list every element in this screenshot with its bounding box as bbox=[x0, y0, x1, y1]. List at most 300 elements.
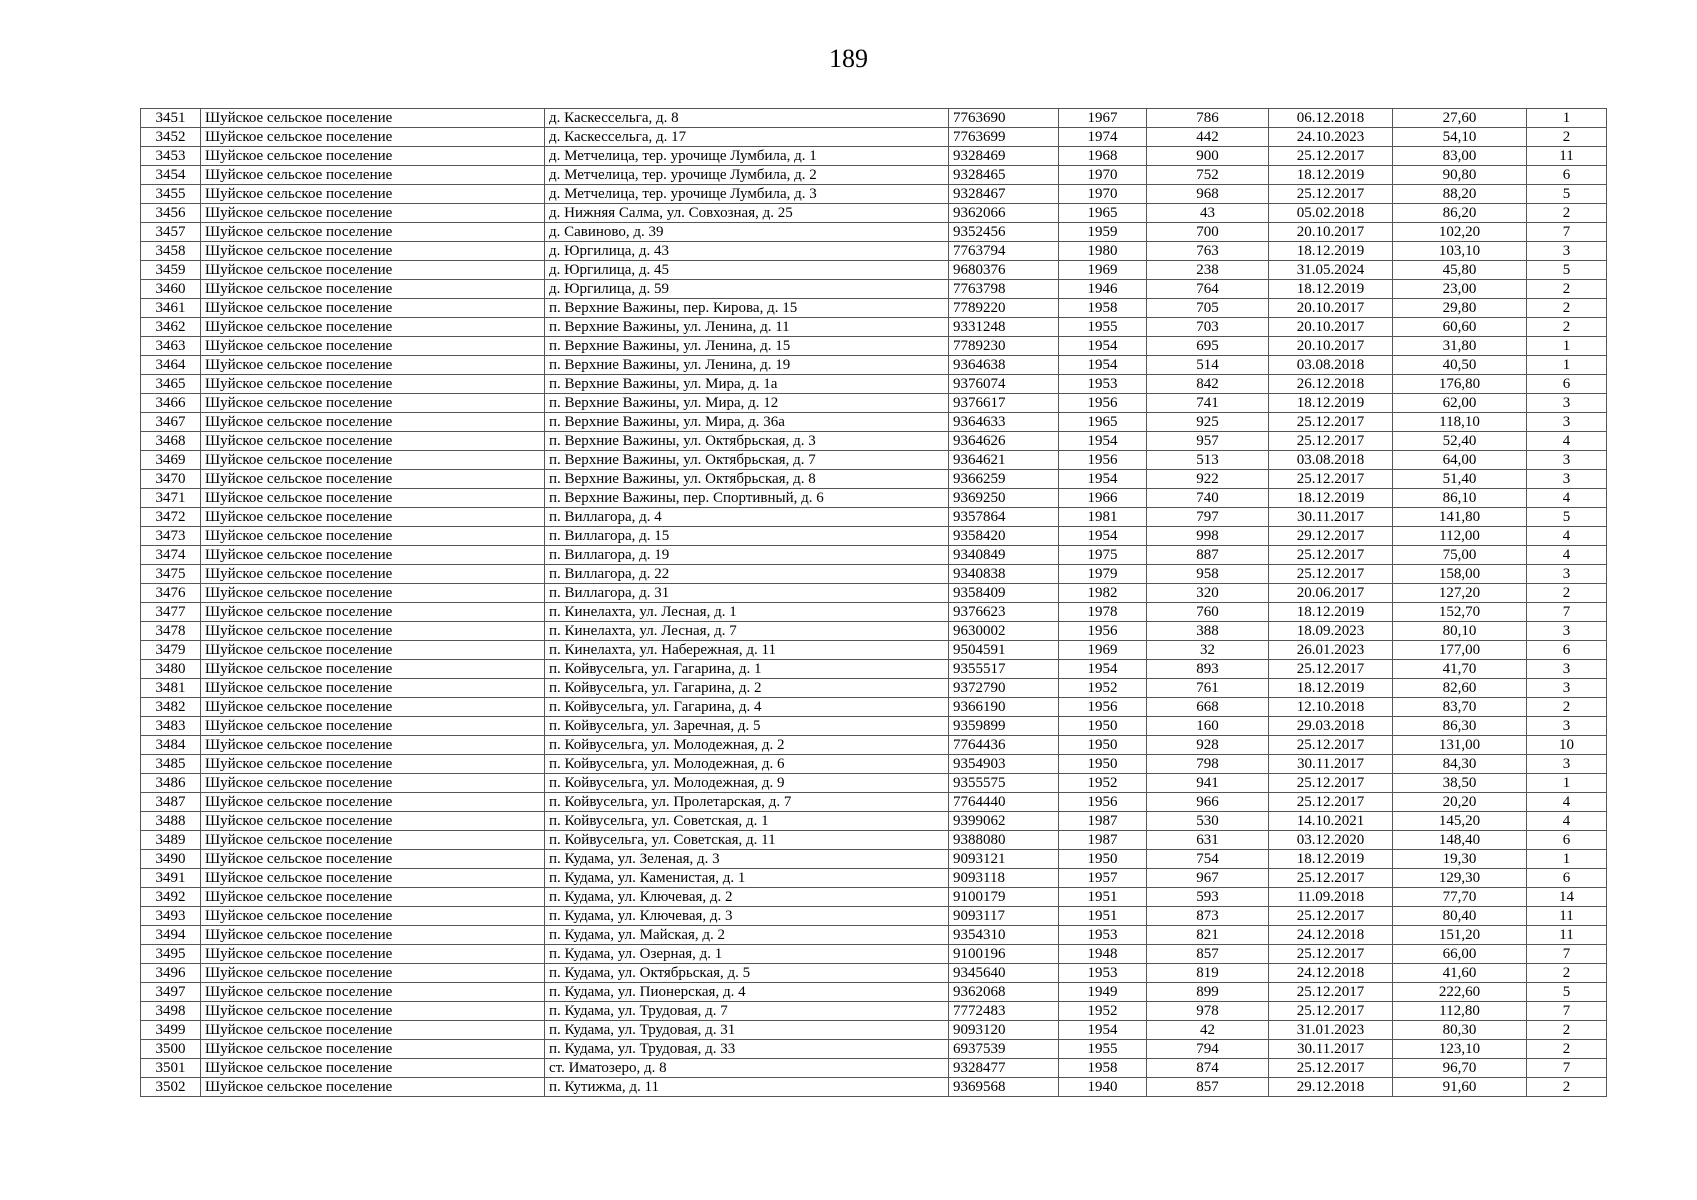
cell-settlement: Шуйское сельское поселение bbox=[201, 755, 545, 774]
table-row bbox=[141, 394, 1607, 413]
cell-record-number: 922 bbox=[1147, 470, 1269, 489]
cell-address: п. Кудама, ул. Октябрьская, д. 5 bbox=[545, 964, 949, 983]
cell-year: 1955 bbox=[1059, 318, 1147, 337]
cell-count: 6 bbox=[1527, 641, 1607, 660]
table-row bbox=[141, 888, 1607, 907]
cell-year: 1982 bbox=[1059, 584, 1147, 603]
cell-address: д. Каскессельга, д. 17 bbox=[545, 128, 949, 147]
table-row bbox=[141, 470, 1607, 489]
cell-year: 1954 bbox=[1059, 356, 1147, 375]
cell-count: 3 bbox=[1527, 717, 1607, 736]
cell-address: п. Койвусельга, ул. Заречная, д. 5 bbox=[545, 717, 949, 736]
cell-settlement: Шуйское сельское поселение bbox=[201, 812, 545, 831]
cell-record-number: 887 bbox=[1147, 546, 1269, 565]
cell-address: д. Метчелица, тер. урочище Лумбила, д. 2 bbox=[545, 166, 949, 185]
cell-year: 1954 bbox=[1059, 337, 1147, 356]
cell-year: 1958 bbox=[1059, 1059, 1147, 1078]
cell-year: 1980 bbox=[1059, 242, 1147, 261]
cell-address: п. Кинелахта, ул. Набережная, д. 11 bbox=[545, 641, 949, 660]
cell-area: 66,00 bbox=[1393, 945, 1527, 964]
cell-record-number: 763 bbox=[1147, 242, 1269, 261]
cell-number: 3477 bbox=[141, 603, 201, 622]
cell-number: 3457 bbox=[141, 223, 201, 242]
cell-date: 25.12.2017 bbox=[1269, 983, 1393, 1002]
cell-record-number: 873 bbox=[1147, 907, 1269, 926]
cell-year: 1970 bbox=[1059, 185, 1147, 204]
table-row bbox=[141, 869, 1607, 888]
cell-address: п. Кудама, ул. Майская, д. 2 bbox=[545, 926, 949, 945]
cell-number: 3496 bbox=[141, 964, 201, 983]
cell-year: 1975 bbox=[1059, 546, 1147, 565]
cell-date: 31.01.2023 bbox=[1269, 1021, 1393, 1040]
cell-year: 1951 bbox=[1059, 907, 1147, 926]
table-row bbox=[141, 964, 1607, 983]
cell-count: 4 bbox=[1527, 812, 1607, 831]
cell-settlement: Шуйское сельское поселение bbox=[201, 1059, 545, 1078]
cell-code: 9630002 bbox=[949, 622, 1059, 641]
cell-settlement: Шуйское сельское поселение bbox=[201, 394, 545, 413]
cell-address: п. Верхние Важины, пер. Спортивный, д. 6 bbox=[545, 489, 949, 508]
cell-address: ст. Иматозеро, д. 8 bbox=[545, 1059, 949, 1078]
cell-year: 1956 bbox=[1059, 793, 1147, 812]
cell-count: 3 bbox=[1527, 451, 1607, 470]
cell-area: 83,00 bbox=[1393, 147, 1527, 166]
cell-area: 54,10 bbox=[1393, 128, 1527, 147]
cell-number: 3489 bbox=[141, 831, 201, 850]
cell-settlement: Шуйское сельское поселение bbox=[201, 1078, 545, 1097]
cell-address: п. Койвусельга, ул. Гагарина, д. 2 bbox=[545, 679, 949, 698]
cell-code: 9093118 bbox=[949, 869, 1059, 888]
table-row bbox=[141, 584, 1607, 603]
table-row bbox=[141, 698, 1607, 717]
cell-settlement: Шуйское сельское поселение bbox=[201, 280, 545, 299]
cell-date: 25.12.2017 bbox=[1269, 736, 1393, 755]
cell-settlement: Шуйское сельское поселение bbox=[201, 166, 545, 185]
table-row bbox=[141, 774, 1607, 793]
cell-address: п. Койвусельга, ул. Пролетарская, д. 7 bbox=[545, 793, 949, 812]
cell-address: д. Юргилица, д. 59 bbox=[545, 280, 949, 299]
cell-code: 9362068 bbox=[949, 983, 1059, 1002]
cell-record-number: 786 bbox=[1147, 109, 1269, 128]
cell-area: 151,20 bbox=[1393, 926, 1527, 945]
cell-address: п. Виллагора, д. 31 bbox=[545, 584, 949, 603]
cell-area: 129,30 bbox=[1393, 869, 1527, 888]
cell-number: 3471 bbox=[141, 489, 201, 508]
cell-area: 23,00 bbox=[1393, 280, 1527, 299]
cell-address: п. Виллагора, д. 15 bbox=[545, 527, 949, 546]
cell-date: 25.12.2017 bbox=[1269, 907, 1393, 926]
table-row bbox=[141, 983, 1607, 1002]
table-row bbox=[141, 850, 1607, 869]
cell-record-number: 857 bbox=[1147, 1078, 1269, 1097]
cell-number: 3482 bbox=[141, 698, 201, 717]
cell-area: 29,80 bbox=[1393, 299, 1527, 318]
cell-settlement: Шуйское сельское поселение bbox=[201, 622, 545, 641]
table-row bbox=[141, 622, 1607, 641]
cell-code: 9328477 bbox=[949, 1059, 1059, 1078]
cell-settlement: Шуйское сельское поселение bbox=[201, 356, 545, 375]
cell-number: 3470 bbox=[141, 470, 201, 489]
cell-number: 3459 bbox=[141, 261, 201, 280]
cell-count: 4 bbox=[1527, 546, 1607, 565]
cell-number: 3490 bbox=[141, 850, 201, 869]
cell-settlement: Шуйское сельское поселение bbox=[201, 413, 545, 432]
table-row bbox=[141, 679, 1607, 698]
cell-number: 3493 bbox=[141, 907, 201, 926]
cell-number: 3494 bbox=[141, 926, 201, 945]
cell-settlement: Шуйское сельское поселение bbox=[201, 432, 545, 451]
cell-record-number: 957 bbox=[1147, 432, 1269, 451]
table-row bbox=[141, 717, 1607, 736]
cell-code: 9388080 bbox=[949, 831, 1059, 850]
cell-year: 1949 bbox=[1059, 983, 1147, 1002]
cell-area: 51,40 bbox=[1393, 470, 1527, 489]
table-row bbox=[141, 660, 1607, 679]
cell-area: 102,20 bbox=[1393, 223, 1527, 242]
cell-record-number: 925 bbox=[1147, 413, 1269, 432]
cell-year: 1981 bbox=[1059, 508, 1147, 527]
cell-code: 9680376 bbox=[949, 261, 1059, 280]
cell-count: 6 bbox=[1527, 166, 1607, 185]
table-row bbox=[141, 356, 1607, 375]
cell-area: 75,00 bbox=[1393, 546, 1527, 565]
cell-record-number: 798 bbox=[1147, 755, 1269, 774]
cell-address: п. Кудама, ул. Ключевая, д. 2 bbox=[545, 888, 949, 907]
cell-date: 18.12.2019 bbox=[1269, 679, 1393, 698]
cell-address: п. Кинелахта, ул. Лесная, д. 7 bbox=[545, 622, 949, 641]
cell-number: 3498 bbox=[141, 1002, 201, 1021]
cell-record-number: 968 bbox=[1147, 185, 1269, 204]
cell-code: 9328465 bbox=[949, 166, 1059, 185]
cell-settlement: Шуйское сельское поселение bbox=[201, 546, 545, 565]
cell-code: 7789220 bbox=[949, 299, 1059, 318]
cell-code: 9369568 bbox=[949, 1078, 1059, 1097]
cell-number: 3483 bbox=[141, 717, 201, 736]
cell-count: 2 bbox=[1527, 964, 1607, 983]
cell-number: 3481 bbox=[141, 679, 201, 698]
cell-address: д. Метчелица, тер. урочище Лумбила, д. 3 bbox=[545, 185, 949, 204]
cell-settlement: Шуйское сельское поселение bbox=[201, 850, 545, 869]
cell-date: 20.10.2017 bbox=[1269, 223, 1393, 242]
table-row bbox=[141, 451, 1607, 470]
cell-address: п. Кудама, ул. Каменистая, д. 1 bbox=[545, 869, 949, 888]
cell-date: 25.12.2017 bbox=[1269, 185, 1393, 204]
table-row bbox=[141, 318, 1607, 337]
cell-number: 3467 bbox=[141, 413, 201, 432]
cell-number: 3451 bbox=[141, 109, 201, 128]
cell-code: 7772483 bbox=[949, 1002, 1059, 1021]
cell-year: 1948 bbox=[1059, 945, 1147, 964]
cell-settlement: Шуйское сельское поселение bbox=[201, 679, 545, 698]
cell-area: 141,80 bbox=[1393, 508, 1527, 527]
cell-count: 11 bbox=[1527, 147, 1607, 166]
cell-date: 25.12.2017 bbox=[1269, 546, 1393, 565]
cell-count: 2 bbox=[1527, 128, 1607, 147]
cell-date: 25.12.2017 bbox=[1269, 869, 1393, 888]
cell-area: 86,30 bbox=[1393, 717, 1527, 736]
cell-record-number: 754 bbox=[1147, 850, 1269, 869]
cell-area: 96,70 bbox=[1393, 1059, 1527, 1078]
cell-settlement: Шуйское сельское поселение bbox=[201, 242, 545, 261]
cell-area: 127,20 bbox=[1393, 584, 1527, 603]
cell-address: п. Койвусельга, ул. Советская, д. 11 bbox=[545, 831, 949, 850]
cell-address: д. Нижняя Салма, ул. Совхозная, д. 25 bbox=[545, 204, 949, 223]
cell-number: 3463 bbox=[141, 337, 201, 356]
table-row bbox=[141, 147, 1607, 166]
table-row bbox=[141, 812, 1607, 831]
cell-number: 3501 bbox=[141, 1059, 201, 1078]
table-row bbox=[141, 128, 1607, 147]
cell-date: 25.12.2017 bbox=[1269, 945, 1393, 964]
cell-record-number: 998 bbox=[1147, 527, 1269, 546]
cell-date: 26.01.2023 bbox=[1269, 641, 1393, 660]
cell-year: 1954 bbox=[1059, 1021, 1147, 1040]
cell-date: 05.02.2018 bbox=[1269, 204, 1393, 223]
cell-record-number: 967 bbox=[1147, 869, 1269, 888]
cell-settlement: Шуйское сельское поселение bbox=[201, 907, 545, 926]
cell-date: 20.06.2017 bbox=[1269, 584, 1393, 603]
table-row bbox=[141, 204, 1607, 223]
cell-code: 9355575 bbox=[949, 774, 1059, 793]
cell-number: 3454 bbox=[141, 166, 201, 185]
cell-number: 3487 bbox=[141, 793, 201, 812]
cell-year: 1952 bbox=[1059, 679, 1147, 698]
cell-address: п. Койвусельга, ул. Советская, д. 1 bbox=[545, 812, 949, 831]
cell-date: 18.12.2019 bbox=[1269, 603, 1393, 622]
cell-code: 9376623 bbox=[949, 603, 1059, 622]
table-row bbox=[141, 831, 1607, 850]
cell-address: п. Кудама, ул. Озерная, д. 1 bbox=[545, 945, 949, 964]
table-row bbox=[141, 375, 1607, 394]
cell-address: д. Метчелица, тер. урочище Лумбила, д. 1 bbox=[545, 147, 949, 166]
cell-date: 20.10.2017 bbox=[1269, 318, 1393, 337]
table-row bbox=[141, 641, 1607, 660]
cell-date: 18.12.2019 bbox=[1269, 489, 1393, 508]
table-row bbox=[141, 185, 1607, 204]
cell-year: 1956 bbox=[1059, 394, 1147, 413]
cell-count: 2 bbox=[1527, 1040, 1607, 1059]
cell-year: 1954 bbox=[1059, 432, 1147, 451]
cell-area: 80,40 bbox=[1393, 907, 1527, 926]
cell-date: 25.12.2017 bbox=[1269, 1059, 1393, 1078]
cell-settlement: Шуйское сельское поселение bbox=[201, 888, 545, 907]
cell-record-number: 43 bbox=[1147, 204, 1269, 223]
cell-date: 25.12.2017 bbox=[1269, 1002, 1393, 1021]
cell-count: 3 bbox=[1527, 755, 1607, 774]
cell-record-number: 320 bbox=[1147, 584, 1269, 603]
cell-area: 77,70 bbox=[1393, 888, 1527, 907]
cell-code: 9358420 bbox=[949, 527, 1059, 546]
cell-address: п. Верхние Важины, ул. Ленина, д. 19 bbox=[545, 356, 949, 375]
cell-number: 3491 bbox=[141, 869, 201, 888]
cell-record-number: 978 bbox=[1147, 1002, 1269, 1021]
cell-code: 9355517 bbox=[949, 660, 1059, 679]
cell-year: 1978 bbox=[1059, 603, 1147, 622]
cell-record-number: 705 bbox=[1147, 299, 1269, 318]
cell-settlement: Шуйское сельское поселение bbox=[201, 1002, 545, 1021]
cell-count: 6 bbox=[1527, 375, 1607, 394]
cell-settlement: Шуйское сельское поселение bbox=[201, 147, 545, 166]
cell-code: 7789230 bbox=[949, 337, 1059, 356]
cell-address: п. Кудама, ул. Трудовая, д. 7 bbox=[545, 1002, 949, 1021]
cell-year: 1969 bbox=[1059, 261, 1147, 280]
table-row bbox=[141, 603, 1607, 622]
cell-date: 18.12.2019 bbox=[1269, 166, 1393, 185]
cell-number: 3458 bbox=[141, 242, 201, 261]
cell-date: 25.12.2017 bbox=[1269, 147, 1393, 166]
cell-address: д. Юргилица, д. 43 bbox=[545, 242, 949, 261]
cell-area: 84,30 bbox=[1393, 755, 1527, 774]
cell-area: 118,10 bbox=[1393, 413, 1527, 432]
cell-date: 24.12.2018 bbox=[1269, 964, 1393, 983]
cell-count: 5 bbox=[1527, 508, 1607, 527]
cell-code: 9376617 bbox=[949, 394, 1059, 413]
cell-number: 3502 bbox=[141, 1078, 201, 1097]
table-row bbox=[141, 945, 1607, 964]
cell-settlement: Шуйское сельское поселение bbox=[201, 565, 545, 584]
cell-code: 6937539 bbox=[949, 1040, 1059, 1059]
cell-year: 1967 bbox=[1059, 109, 1147, 128]
cell-address: п. Кудама, ул. Трудовая, д. 33 bbox=[545, 1040, 949, 1059]
cell-address: п. Кудама, ул. Зеленая, д. 3 bbox=[545, 850, 949, 869]
cell-date: 25.12.2017 bbox=[1269, 793, 1393, 812]
cell-settlement: Шуйское сельское поселение bbox=[201, 945, 545, 964]
cell-area: 20,20 bbox=[1393, 793, 1527, 812]
cell-number: 3452 bbox=[141, 128, 201, 147]
cell-date: 12.10.2018 bbox=[1269, 698, 1393, 717]
cell-number: 3499 bbox=[141, 1021, 201, 1040]
cell-settlement: Шуйское сельское поселение bbox=[201, 983, 545, 1002]
cell-year: 1958 bbox=[1059, 299, 1147, 318]
cell-record-number: 668 bbox=[1147, 698, 1269, 717]
cell-code: 9328469 bbox=[949, 147, 1059, 166]
cell-number: 3492 bbox=[141, 888, 201, 907]
cell-number: 3461 bbox=[141, 299, 201, 318]
cell-area: 148,40 bbox=[1393, 831, 1527, 850]
cell-record-number: 928 bbox=[1147, 736, 1269, 755]
cell-settlement: Шуйское сельское поселение bbox=[201, 204, 545, 223]
cell-count: 4 bbox=[1527, 793, 1607, 812]
cell-settlement: Шуйское сельское поселение bbox=[201, 660, 545, 679]
cell-address: п. Виллагора, д. 22 bbox=[545, 565, 949, 584]
cell-record-number: 761 bbox=[1147, 679, 1269, 698]
cell-record-number: 530 bbox=[1147, 812, 1269, 831]
cell-code: 9340849 bbox=[949, 546, 1059, 565]
cell-settlement: Шуйское сельское поселение bbox=[201, 337, 545, 356]
cell-count: 4 bbox=[1527, 527, 1607, 546]
table-row bbox=[141, 261, 1607, 280]
cell-count: 1 bbox=[1527, 774, 1607, 793]
cell-record-number: 513 bbox=[1147, 451, 1269, 470]
cell-code: 9357864 bbox=[949, 508, 1059, 527]
cell-code: 9364638 bbox=[949, 356, 1059, 375]
cell-count: 1 bbox=[1527, 337, 1607, 356]
cell-code: 9504591 bbox=[949, 641, 1059, 660]
cell-number: 3465 bbox=[141, 375, 201, 394]
table-row bbox=[141, 1059, 1607, 1078]
cell-settlement: Шуйское сельское поселение bbox=[201, 793, 545, 812]
table-row bbox=[141, 432, 1607, 451]
cell-year: 1979 bbox=[1059, 565, 1147, 584]
cell-number: 3462 bbox=[141, 318, 201, 337]
cell-address: п. Койвусельга, ул. Молодежная, д. 9 bbox=[545, 774, 949, 793]
cell-record-number: 631 bbox=[1147, 831, 1269, 850]
cell-count: 2 bbox=[1527, 698, 1607, 717]
cell-code: 9376074 bbox=[949, 375, 1059, 394]
cell-address: п. Кудама, ул. Пионерская, д. 4 bbox=[545, 983, 949, 1002]
cell-record-number: 857 bbox=[1147, 945, 1269, 964]
cell-settlement: Шуйское сельское поселение bbox=[201, 375, 545, 394]
cell-date: 25.12.2017 bbox=[1269, 565, 1393, 584]
cell-number: 3475 bbox=[141, 565, 201, 584]
cell-area: 112,00 bbox=[1393, 527, 1527, 546]
cell-settlement: Шуйское сельское поселение bbox=[201, 451, 545, 470]
cell-address: п. Верхние Важины, ул. Мира, д. 36а bbox=[545, 413, 949, 432]
cell-area: 177,00 bbox=[1393, 641, 1527, 660]
cell-area: 80,30 bbox=[1393, 1021, 1527, 1040]
cell-number: 3460 bbox=[141, 280, 201, 299]
cell-address: п. Верхние Важины, пер. Кирова, д. 15 bbox=[545, 299, 949, 318]
cell-number: 3453 bbox=[141, 147, 201, 166]
cell-year: 1957 bbox=[1059, 869, 1147, 888]
cell-code: 9364626 bbox=[949, 432, 1059, 451]
cell-year: 1950 bbox=[1059, 755, 1147, 774]
cell-date: 20.10.2017 bbox=[1269, 337, 1393, 356]
cell-number: 3486 bbox=[141, 774, 201, 793]
cell-address: п. Верхние Важины, ул. Октябрьская, д. 7 bbox=[545, 451, 949, 470]
cell-count: 1 bbox=[1527, 356, 1607, 375]
cell-count: 5 bbox=[1527, 185, 1607, 204]
cell-record-number: 32 bbox=[1147, 641, 1269, 660]
cell-number: 3485 bbox=[141, 755, 201, 774]
cell-code: 9369250 bbox=[949, 489, 1059, 508]
cell-settlement: Шуйское сельское поселение bbox=[201, 584, 545, 603]
cell-area: 60,60 bbox=[1393, 318, 1527, 337]
cell-area: 41,70 bbox=[1393, 660, 1527, 679]
cell-number: 3464 bbox=[141, 356, 201, 375]
cell-year: 1956 bbox=[1059, 622, 1147, 641]
cell-address: п. Виллагора, д. 19 bbox=[545, 546, 949, 565]
cell-address: п. Верхние Важины, ул. Октябрьская, д. 3 bbox=[545, 432, 949, 451]
cell-count: 2 bbox=[1527, 280, 1607, 299]
cell-record-number: 900 bbox=[1147, 147, 1269, 166]
cell-year: 1950 bbox=[1059, 717, 1147, 736]
cell-count: 3 bbox=[1527, 622, 1607, 641]
cell-code: 7763798 bbox=[949, 280, 1059, 299]
cell-settlement: Шуйское сельское поселение bbox=[201, 508, 545, 527]
cell-code: 7763699 bbox=[949, 128, 1059, 147]
cell-year: 1987 bbox=[1059, 812, 1147, 831]
cell-area: 82,60 bbox=[1393, 679, 1527, 698]
cell-record-number: 700 bbox=[1147, 223, 1269, 242]
cell-address: п. Койвусельга, ул. Молодежная, д. 2 bbox=[545, 736, 949, 755]
cell-record-number: 958 bbox=[1147, 565, 1269, 584]
cell-record-number: 593 bbox=[1147, 888, 1269, 907]
cell-year: 1950 bbox=[1059, 736, 1147, 755]
cell-number: 3469 bbox=[141, 451, 201, 470]
cell-record-number: 794 bbox=[1147, 1040, 1269, 1059]
cell-record-number: 821 bbox=[1147, 926, 1269, 945]
cell-area: 131,00 bbox=[1393, 736, 1527, 755]
cell-date: 25.12.2017 bbox=[1269, 660, 1393, 679]
cell-area: 91,60 bbox=[1393, 1078, 1527, 1097]
cell-code: 7763794 bbox=[949, 242, 1059, 261]
cell-code: 9364621 bbox=[949, 451, 1059, 470]
cell-area: 38,50 bbox=[1393, 774, 1527, 793]
cell-area: 40,50 bbox=[1393, 356, 1527, 375]
table-row bbox=[141, 527, 1607, 546]
cell-settlement: Шуйское сельское поселение bbox=[201, 223, 545, 242]
